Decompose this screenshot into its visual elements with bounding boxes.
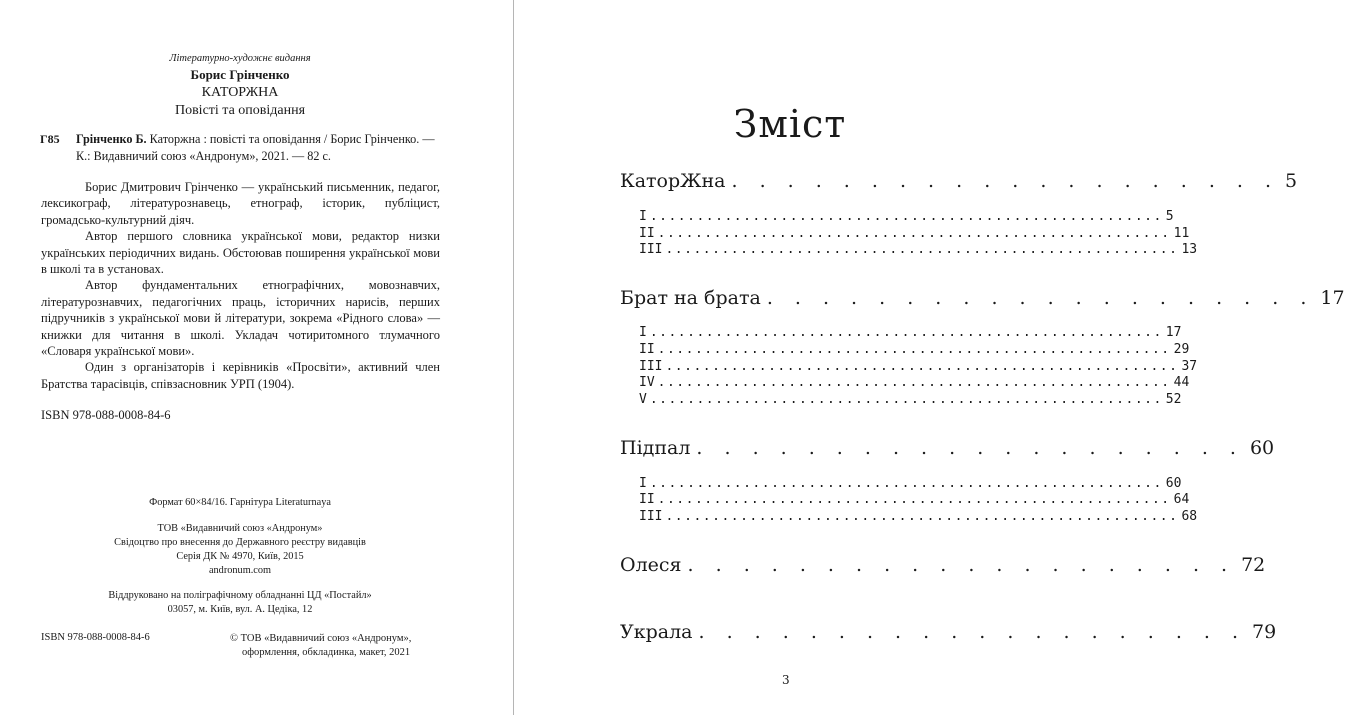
dot-leader: ....................................................... xyxy=(649,325,1163,340)
subentry-number: I xyxy=(639,476,647,491)
dot-leader: ....................................................... xyxy=(649,392,1163,407)
subentry-number: I xyxy=(639,325,647,340)
biblio-author: Грінченко Б. xyxy=(76,132,147,146)
toc-subentry[interactable] xyxy=(639,325,1182,340)
footer-isbn: ISBN 978-088-0008-84-6 xyxy=(41,632,150,643)
publisher-info xyxy=(40,522,440,578)
dot-leader: ....................................................... xyxy=(665,242,1179,257)
dot-leader: . . . . . . . . . . . . . . . . . . . . xyxy=(731,170,1280,192)
subentry-number: III xyxy=(639,509,663,524)
dot-leader: ....................................................... xyxy=(649,209,1163,224)
annotation-paragraph: Один з організаторів і керівників «Просвіти», активний член Братства тарасівців, співзасновник УРП (1904). xyxy=(41,360,440,391)
toc-entry-page: 17 xyxy=(1320,287,1345,309)
toc-subentry[interactable] xyxy=(639,509,1198,524)
publisher-line: Серія ДК № 4970, Київ, 2015 xyxy=(176,551,304,562)
copyright-line: оформлення, обкладинка, макет, 2021 xyxy=(242,647,411,658)
annotation xyxy=(41,179,440,392)
dot-leader: ....................................................... xyxy=(657,342,1171,357)
toc-entry-page: 60 xyxy=(1249,437,1275,459)
dot-leader: ....................................................... xyxy=(657,375,1171,390)
book-subtitle: Повісті та оповідання xyxy=(174,103,306,118)
printer-line: 03057, м. Київ, вул. А. Цедіка, 12 xyxy=(167,604,313,615)
imprint-page xyxy=(0,0,513,715)
subentry-page: 13 xyxy=(1181,242,1198,257)
toc-subentry[interactable] xyxy=(639,242,1198,257)
toc-subentry[interactable] xyxy=(639,492,1190,507)
dot-leader: . . . . . . . . . . . . . . . . . . . . xyxy=(698,621,1247,643)
toc-subentry[interactable] xyxy=(639,476,1182,491)
author-name: Борис Грінченко xyxy=(190,67,290,82)
subentry-page: 17 xyxy=(1165,325,1182,340)
annotation-paragraph: Борис Дмитрович Грінченко — український письменник, педагог, лексикограф, літературознавець, етнограф, історик, публіцист, громадсько-культурний діяч. xyxy=(41,180,440,227)
toc-title: Зміст xyxy=(733,102,847,146)
copyright-line: © ТОВ «Видавничий союз «Андронум», xyxy=(230,633,412,644)
toc-entry-title: КаторЖна xyxy=(620,170,726,192)
dot-leader: ....................................................... xyxy=(657,226,1171,241)
printer-info xyxy=(40,589,440,617)
toc-entry[interactable] xyxy=(620,621,1277,643)
toc-entry-title: Украла xyxy=(620,621,693,643)
subentry-page: 37 xyxy=(1181,359,1198,374)
dot-leader: . . . . . . . . . . . . . . . . . . . . xyxy=(696,437,1244,459)
subentry-page: 64 xyxy=(1173,492,1190,507)
isbn: ISBN 978-088-0008-84-6 xyxy=(41,408,171,422)
subentry-number: V xyxy=(639,392,647,407)
book-title: КАТОРЖНА xyxy=(201,85,279,100)
imprint-header xyxy=(40,52,440,120)
toc-entry-page: 5 xyxy=(1285,170,1298,192)
dot-leader: ....................................................... xyxy=(665,509,1179,524)
toc-entry[interactable] xyxy=(620,170,1298,192)
subentry-number: I xyxy=(639,209,647,224)
subentry-page: 68 xyxy=(1181,509,1198,524)
format-line: Формат 60×84/16. Гарнітура Literaturnaya xyxy=(149,497,331,508)
subentry-page: 52 xyxy=(1165,392,1182,407)
copyright xyxy=(230,632,411,660)
toc-entry-title: Підпал xyxy=(620,437,691,459)
subentry-page: 5 xyxy=(1165,209,1174,224)
bibliographic-record xyxy=(76,131,440,165)
biblio-line-2: К.: Видавничий союз «Андронум», 2021. — 82 с. xyxy=(76,149,331,163)
publisher-line: andronum.com xyxy=(208,565,272,576)
dot-leader: ....................................................... xyxy=(665,359,1179,374)
subentry-page: 44 xyxy=(1173,375,1190,390)
printer-line: Віддруковано на поліграфічному обладнанні ЦД «Постайл» xyxy=(108,590,372,601)
annotation-paragraph: Автор фундаментальних етнографічних, мовознавчих, літературознавчих, педагогічних праць, історичних нарисів, перших підручників з української мови й літератури, зокрема «Рідного слова» — книжки для читання в школі. Укладач чотиритомного тлумачного «Словаря української мови». xyxy=(41,278,440,359)
toc-entry[interactable] xyxy=(620,554,1266,576)
genre-label: Літературно-художнє видання xyxy=(169,53,311,64)
subentry-number: II xyxy=(639,492,655,507)
subentry-number: II xyxy=(639,342,655,357)
toc-subentry[interactable] xyxy=(639,342,1190,357)
publisher-line: Свідоцтво про внесення до Державного реєстру видавців xyxy=(114,537,366,548)
dot-leader: ....................................................... xyxy=(649,476,1163,491)
catalog-code: Г85 xyxy=(40,132,60,146)
subentry-number: IV xyxy=(639,375,655,390)
page-number: 3 xyxy=(782,673,790,687)
toc-subentry[interactable] xyxy=(639,359,1198,374)
toc-entry[interactable] xyxy=(620,287,1345,309)
toc-entry[interactable] xyxy=(620,437,1275,459)
toc-subentry[interactable] xyxy=(639,375,1190,390)
subentry-number: III xyxy=(639,242,663,257)
toc-entry-page: 72 xyxy=(1241,554,1266,576)
publisher-line: ТОВ «Видавничий союз «Андронум» xyxy=(157,523,323,534)
toc-subentry[interactable] xyxy=(639,226,1190,241)
subentry-page: 29 xyxy=(1173,342,1190,357)
dot-leader: ....................................................... xyxy=(657,492,1171,507)
toc-entry-title: Брат на брата xyxy=(620,287,761,309)
subentry-page: 60 xyxy=(1165,476,1182,491)
toc-entry-page: 79 xyxy=(1252,621,1277,643)
subentry-page: 11 xyxy=(1173,226,1190,241)
contents-page xyxy=(514,0,1345,715)
biblio-line-1: Каторжна : повісті та оповідання / Борис Грінченко. — xyxy=(146,132,435,146)
subentry-number: III xyxy=(639,359,663,374)
subentry-number: II xyxy=(639,226,655,241)
toc-subentry[interactable] xyxy=(639,392,1182,407)
annotation-paragraph: Автор першого словника української мови, редактор низки українських періодичних видань. Обстоював поширення української мови в школі та в установах. xyxy=(41,229,440,277)
toc-subentry[interactable] xyxy=(639,209,1174,224)
dot-leader: . . . . . . . . . . . . . . . . . . . . xyxy=(766,287,1315,309)
dot-leader: . . . . . . . . . . . . . . . . . . . . xyxy=(687,554,1236,576)
toc-entry-title: Олеся xyxy=(620,554,682,576)
